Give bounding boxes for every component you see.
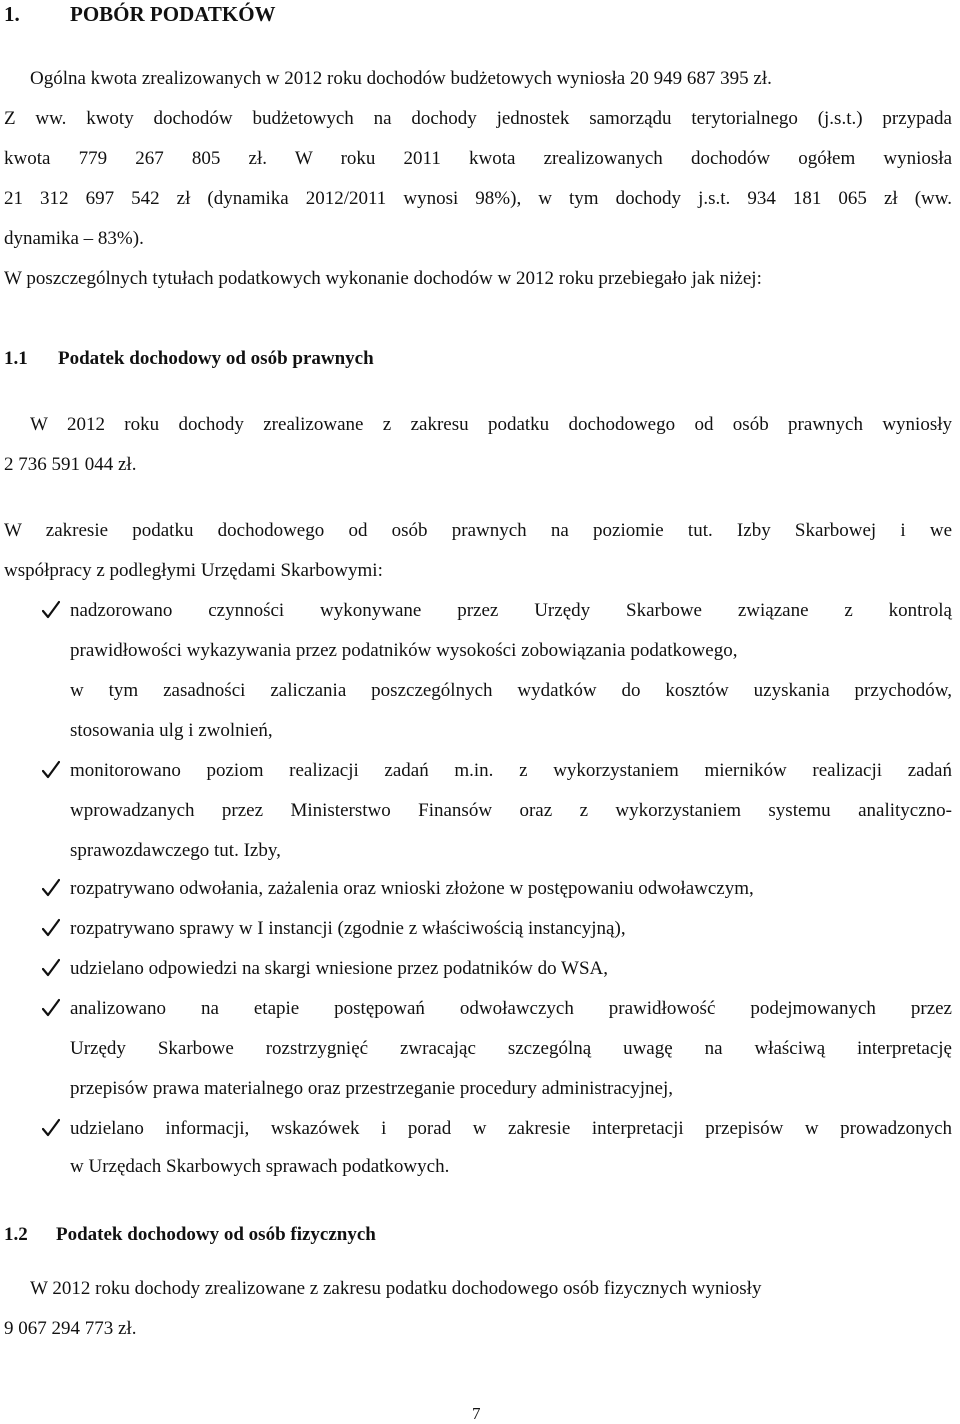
bullet-line: przepisów prawa materialnego oraz przestrzeganie procedury administracyjnej, bbox=[70, 1078, 673, 1099]
bullet-line: nadzorowano czynności wykonywane przez Urzędy Skarbowe związane z kontrolą bbox=[70, 600, 952, 621]
bullet-line: rozpatrywano sprawy w I instancji (zgodnie z właściwością instancyjną), bbox=[70, 918, 626, 939]
intro-line: dynamika – 83%). bbox=[4, 228, 144, 249]
checkmark-icon bbox=[42, 760, 60, 780]
intro-line: kwota 779 267 805 zł. W roku 2011 kwota zrealizowanych dochodów ogółem wyniosła bbox=[4, 148, 952, 169]
intro-line: Ogólna kwota zrealizowanych w 2012 roku dochodów budżetowych wyniosła 20 949 687 395 zł. bbox=[30, 68, 772, 89]
bullet-line: wprowadzanych przez Ministerstwo Finansów oraz z wykorzystaniem systemu analityczno- bbox=[70, 800, 952, 821]
bullet-line: w Urzędach Skarbowych sprawach podatkowych. bbox=[70, 1156, 450, 1177]
subsection-title: Podatek dochodowy od osób prawnych bbox=[58, 348, 374, 369]
paragraph-line: 2 736 591 044 zł. bbox=[4, 454, 137, 475]
paragraph-line: współpracy z podległymi Urzędami Skarbowymi: bbox=[4, 560, 383, 581]
paragraph-line: W 2012 roku dochody zrealizowane z zakresu podatku dochodowego osób fizycznych wyniosły bbox=[30, 1278, 762, 1299]
paragraph-line: W zakresie podatku dochodowego od osób prawnych na poziomie tut. Izby Skarbowej i we bbox=[4, 520, 952, 541]
bullet-line: monitorowano poziom realizacji zadań m.in. z wykorzystaniem mierników realizacji zadań bbox=[70, 760, 952, 781]
checkmark-icon bbox=[42, 600, 60, 620]
paragraph-line: 9 067 294 773 zł. bbox=[4, 1318, 137, 1339]
bullet-line: rozpatrywano odwołania, zażalenia oraz wnioski złożone w postępowaniu odwoławczym, bbox=[70, 878, 754, 899]
subsection-number: 1.2 bbox=[4, 1224, 28, 1245]
checkmark-icon bbox=[42, 1118, 60, 1138]
page-number: 7 bbox=[472, 1404, 481, 1423]
checkmark-icon bbox=[42, 878, 60, 898]
bullet-line: stosowania ulg i zwolnień, bbox=[70, 720, 273, 741]
bullet-line: sprawozdawczego tut. Izby, bbox=[70, 840, 281, 861]
intro-line: W poszczególnych tytułach podatkowych wykonanie dochodów w 2012 roku przebiegało jak niżej: bbox=[4, 268, 762, 289]
bullet-line: udzielano informacji, wskazówek i porad w zakresie interpretacji przepisów w prowadzonych bbox=[70, 1118, 952, 1139]
section-title: POBÓR PODATKÓW bbox=[70, 2, 276, 26]
subsection-heading bbox=[4, 348, 374, 370]
subsection-number: 1.1 bbox=[4, 348, 28, 369]
checkmark-icon bbox=[42, 958, 60, 978]
subsection-title: Podatek dochodowy od osób fizycznych bbox=[56, 1224, 376, 1245]
paragraph-line: W 2012 roku dochody zrealizowane z zakresu podatku dochodowego od osób prawnych wyniosły bbox=[30, 414, 952, 435]
section-heading bbox=[4, 2, 276, 27]
bullet-line: w tym zasadności zaliczania poszczególnych wydatków do kosztów uzyskania przychodów, bbox=[70, 680, 952, 701]
intro-line: Z ww. kwoty dochodów budżetowych na dochody jednostek samorządu terytorialnego (j.s.t.) przypada bbox=[4, 108, 952, 129]
bullet-line: prawidłowości wykazywania przez podatników wysokości zobowiązania podatkowego, bbox=[70, 640, 738, 661]
checkmark-icon bbox=[42, 918, 60, 938]
section-number: 1. bbox=[4, 2, 20, 26]
checkmark-icon bbox=[42, 998, 60, 1018]
bullet-line: analizowano na etapie postępowań odwoławczych prawidłowość podejmowanych przez bbox=[70, 998, 952, 1019]
intro-line: 21 312 697 542 zł (dynamika 2012/2011 wynosi 98%), w tym dochody j.s.t. 934 181 065 zł (ww. bbox=[4, 188, 952, 209]
bullet-line: Urzędy Skarbowe rozstrzygnięć zwracając szczególną uwagę na właściwą interpretację bbox=[70, 1038, 952, 1059]
bullet-line: udzielano odpowiedzi na skargi wniesione przez podatników do WSA, bbox=[70, 958, 609, 979]
subsection-heading bbox=[4, 1224, 376, 1246]
